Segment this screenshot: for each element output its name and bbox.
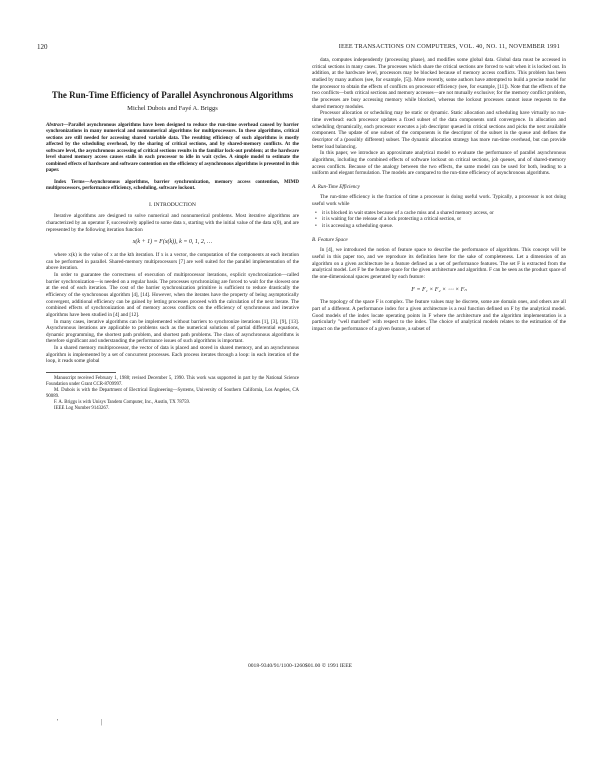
footnote: IEEE Log Number 9143267.	[54, 406, 110, 412]
right-column	[312, 57, 566, 333]
intro-paragraph-3: In order to guarantee the correctness of execution of multiprocessor iterations, explicit synchronization—called barrier synchronization—is needed on a regular basis. The processes synchronizing are forced to wait for the slowest one at the end of each iteration. The cost of the barrier synchronization primitive is sufficient to reduce drastically the efficiency of the synchronous algorithm [4], [14]. However, when the iterates have the property of being asymptotically convergent, additional efficiency can be gained by letting processes proceed with the calculation of the next iterate. The combined effects of synchronization and of memory access conflicts on the efficiency of synchronous and iterative algorithms have been studied in [4] and [12].	[46, 271, 299, 318]
list-item: • it is blocked in wait states because of a cache miss and a shared memory access, or	[322, 210, 566, 217]
page-number: 120	[37, 43, 48, 51]
footnotes	[46, 376, 299, 412]
equation-2: F = F₁ × F₂ × ⋯ × Fₙ	[411, 286, 467, 293]
running-title: IEEE TRANSACTIONS ON COMPUTERS, VOL. 40, NO. 11, NOVEMBER 1991	[338, 43, 560, 50]
right-paragraph-5: In [4], we introduced the notion of feature space to describe the performance of algorithms. This concept will be useful in this paper too, and we reproduce its definition here for the sake of completeness. Let a dimension of an algorithm on a given architecture be a feature defined as a set of performance features. The set F is extracted from the analytical model. Let F be the feature space for the given architecture and algorithm. F can be seen as the product space of the one-dimensional spaces generated by each feature:	[312, 247, 566, 281]
intro-paragraph-1: Iterative algorithms are designed to solve numerical and nonnumerical problems. Most iterative algorithms are characterized by an operator F, successively applied to some data x, starting with the initial value of the data x(0), and are represented by the following iteration function	[46, 213, 299, 233]
list-item: • it is accessing a scheduling queue.	[322, 223, 566, 230]
section-heading-introduction: I. INTRODUCTION	[149, 201, 196, 208]
scan-mark: '	[57, 718, 59, 726]
footnote: F. A. Briggs is with Unisys Tandem Computer, Inc., Austin, TX 78759.	[54, 400, 191, 406]
paper-authors: Michel Dubois and Fayé A. Briggs	[127, 105, 218, 112]
abstract-text: Parallel asynchronous algorithms have been designed to reduce the run-time overhead caused by barrier synchronizations in many numerical and nonnumerical algorithms for multiprocessors. In these algorithms, critical sections are still needed for accessing shared variable data. The resulting efficiency of such algorithms is mostly affected by the scheduling overhead, by the sharing of critical sections, and by shared-memory conflicts. At the software level, the asynchronous accessing of critical sections results in the familiar lock-out problem; at the hardware level shared memory access causes stalls in each processor to idle in wait cycles. A simple model to estimate the combined effects of hardware and software contention on the efficiency of asynchronous algorithms is presented in this paper.	[46, 122, 299, 174]
abstract	[46, 123, 299, 175]
left-column	[46, 60, 299, 412]
paper-title: The Run-Time Efficiency of Parallel Asynchronous Algorithms	[51, 90, 294, 100]
intro-paragraph-2: where x(k) is the value of x at the kth iteration. If x is a vector, the computation of the components at each iteration can be performed in parallel. Shared-memory multiprocessors [7] are well suited for the parallel implementation of the above iteration.	[46, 251, 299, 272]
footnote: Manuscript received February 1, 1988; revised December 5, 1990. This work was supported in part by the National Science Foundation under Grant CCR-8709997.	[46, 376, 299, 388]
index-terms: Index Terms—Asynchronous algorithms, barrier synchronization, memory access contention, MIMD multiprocessors, performance efficiency, scheduling, software lockout.	[46, 179, 299, 192]
right-paragraph-4: The run-time efficiency is the fraction of time a processor is doing useful work. Typically, a processor is not doing useful work while	[312, 194, 566, 208]
right-paragraph-2: Processor allocation or scheduling may be static or dynamic. Static allocation and scheduling have virtually no run-time overhead: each processor updates a fixed subset of the data components until convergence. In allocation and scheduling dynamically, each processor executes a job descriptor queued in critical sections and picks the next available component. The update of one subset of the components is the descriptor of the subset in the queue and defines the descriptor of a (possibly different) subset. The dynamic allocation strategy has more run-time overhead, but can provide better load balancing.	[312, 110, 566, 150]
subsection-heading-runtime-efficiency: A. Run-Time Efficiency	[312, 183, 360, 190]
right-paragraph-1: data, computes independently (processing phase), and modifies some global data. Global data must be accessed in critical sections in many cases. The processes which share the critical sections are forced to wait when it is locked out. In addition, at the hardware level, processors may be blocked because of memory access conflicts. This problem has been studied by many authors (see, for example, [5]). More recently, some authors have attempted to build a precise model for the processor to obtain the effects of conflicts on processor efficiency (see, for example, [11]). Note that the effects of the two conflicts—both critical sections and memory accesses—are not mutually exclusive; for the memory conflict problem, the processes are busy accessing memory while blocked, whereas the lockout processes cannot issue requests to the shared memory modules.	[312, 57, 566, 110]
list-item: • it is waiting for the release of a lock protecting a critical section, or	[322, 216, 566, 223]
equation-1: x(k + 1) = F(x(k)), k = 0, 1, 2, …	[132, 239, 213, 246]
right-paragraph-3: In this paper, we introduce an approximate analytical model to evaluate the performance of parallel asynchronous algorithms, including the combined effects of software lockout on critical sections, job queues, and of shared-memory access conflicts. Because of the analogy between the two effects, the same model can be used for both, leading to a uniform and elegant formulation. The models are compared to the run-time efficiency of asynchronous algorithms.	[312, 150, 566, 177]
abstract-lead: Abstract—	[46, 122, 69, 128]
right-paragraph-6: The topology of the space F is complex. The feature values may be discrete, some are domain ones, and others are all part of a different. A performance index for a given architecture is a real function defined on F by the analytical model. Good models of the index locate operating points in F where the architecture and the algorithm implementation is a particularly "well matched" with respect to the index. The choice of analytical models relates to the estimation of the impact on the performance of a given feature, a subset of	[312, 299, 566, 332]
inefficiency-list	[312, 210, 566, 230]
subsection-heading-feature-space: B. Feature Space	[312, 236, 348, 243]
scan-mark: |	[101, 718, 103, 726]
footnote-rule	[46, 372, 116, 373]
footer-code: 0018-9340/91/1100-1260$01.00 © 1991 IEEE	[247, 663, 353, 669]
footnote: M. Dubois is with the Department of Electrical Engineering—Systems, University of Southern California, Los Angeles, CA 90089.	[46, 388, 299, 400]
intro-paragraph-5: In a shared memory multiprocessor, the vector of data is placed and stored in shared memory, and an asynchronous algorithm is implemented by a set of concurrent processes. Each process iterates through a loop: in each iteration of the loop, it reads some global	[46, 345, 299, 365]
intro-paragraph-4: In many cases, iterative algorithms can be implemented without barriers to synchronize iterations [1], [3], [9], [13]. Asynchronous iterations are applicable to problems such as the numerical solutions of partial differential equations, dynamic programming, the shortest path problem, and shortest path problems. The class of asynchronous algorithms is therefore significant and understanding the performance issues of such algorithms is important.	[46, 318, 299, 345]
